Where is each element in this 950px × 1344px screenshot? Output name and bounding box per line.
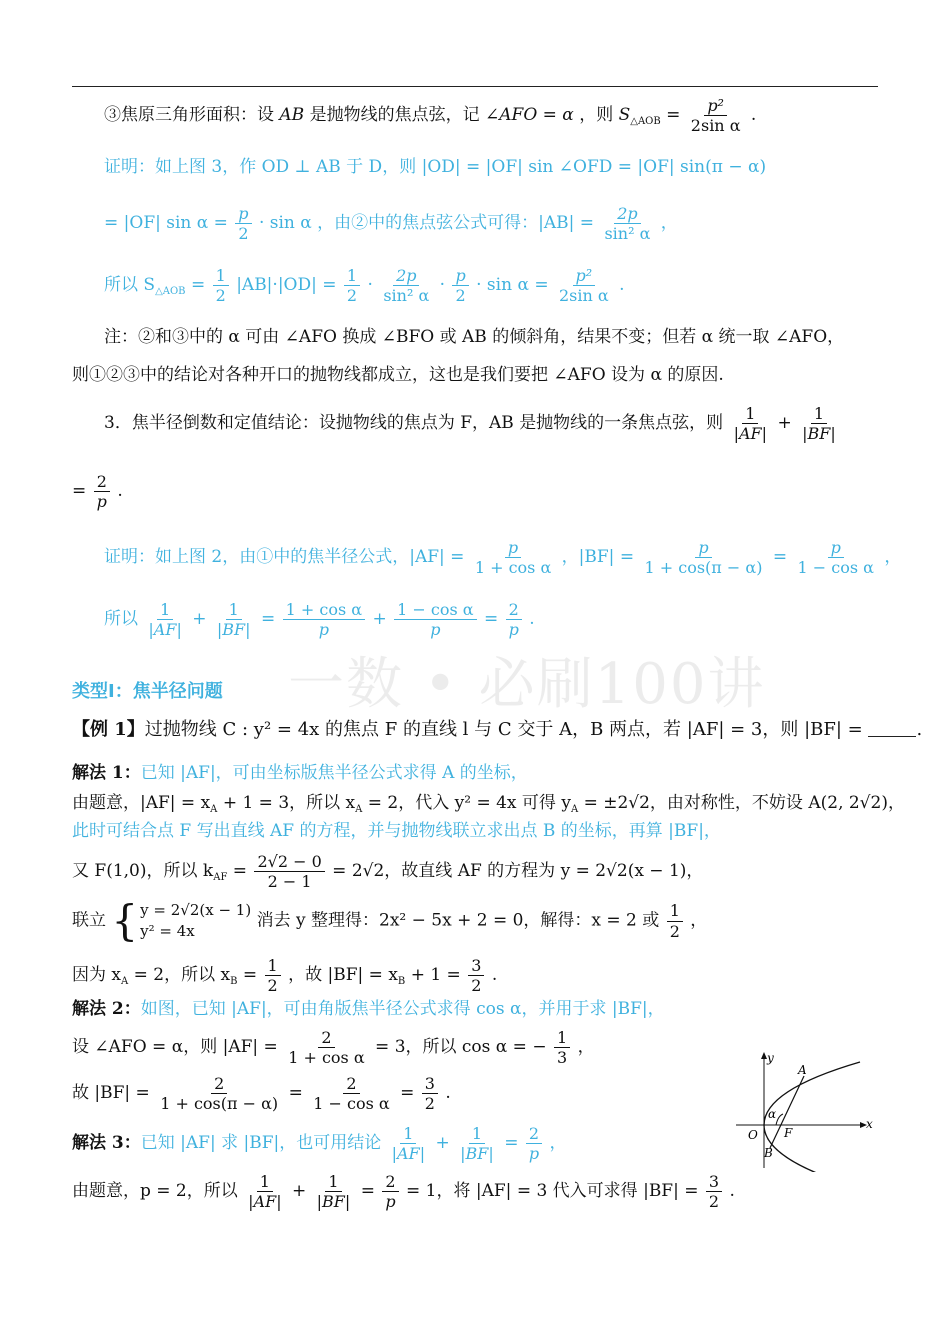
sol1-hint: 解法 1：已知 |AF|，可由坐标版焦半径公式求得 A 的坐标， [72, 763, 528, 783]
parabola-curve [764, 1062, 860, 1172]
point-f-label: F [784, 1126, 793, 1140]
proof3-line2: = |OF| sin α = $\frac{p}{2}$ · sin α ，由②中的焦点弦公式可得：|AB| = $\frac{2p}{\text{sin² α}}$ ， [104, 204, 678, 244]
origin-label: O [748, 1128, 758, 1142]
alpha-label: α [768, 1107, 777, 1121]
sol2-line3: 故 |BF| = $\frac{2}{1 + \cos(\pi - \alpha)}$ = $\frac{2}{\text{1 − cos α}}$ = $\frac{3}{2}$ . [72, 1074, 451, 1114]
sol3-line2: 由题意，p = 2，所以 $\frac{1}{|AF|}$ + $\frac{1}{|BF|}$ = $\frac{2}{p}$ = 1，将 |AF| = 3 代入可求得 |BF| = $\frac{3}{2}$ . [72, 1172, 735, 1212]
sol3-hint: 解法 3：已知 |AF| 求 |BF|，也可用结论 $\frac{1}{|AF|}$ + $\frac{1}{|BF|}$ = $\frac{2}{p}$ ， [72, 1124, 567, 1164]
item3-line1: 3．焦半径倒数和定值结论：设抛物线的焦点为 F，AB 是抛物线的一条焦点弦，则 $\frac{1}{|AF|}$ + $\frac{1}{|BF|}$ [104, 404, 836, 444]
y-label: y [767, 1051, 774, 1065]
area-formula-line: ③焦原三角形面积：设 AB 是抛物线的焦点弦，记 ∠AFO = α ，则 $S_{\triangle AOB}$ = $\frac{\text{p²}}{\text{2sin α}}$ . [104, 96, 757, 136]
area-fraction: $\frac{\text{p²}}{\text{2sin α}}$ [690, 96, 741, 136]
point-a-label: A [798, 1063, 807, 1077]
x-label: x [866, 1117, 873, 1131]
parabola-graph [728, 1048, 878, 1172]
sol1-line4: 又 F(1,0)，所以 $k_{AF}$ = $\frac{2√2 - 0}{2 - 1}$ = 2√2，故直线 AF 的方程为 y = 2√2(x − 1)， [72, 852, 704, 892]
item3-line2: = $\frac{2}{p}$ . [72, 472, 123, 512]
proof3-line3: 所以 $S_{\triangle AOB}$ = $\frac{1}{2}$ |AB|·|OD| = $\frac{1}{2}$ · $\frac{2p}{\text{sin² α}}$ · $\frac{p}{2}$ · sin α = $\frac{\text{p²}}{\text{2sin α}}$ . [104, 266, 625, 306]
header-rule [72, 86, 878, 87]
sol2-line2: 设 ∠AFO = α，则 |AF| = $\frac{2}{\text{1 + cos α}}$ = 3，所以 cos α = − $\frac{1}{3}$ ， [72, 1028, 595, 1068]
watermark: 一数 • 必刷100讲 [288, 652, 766, 717]
sol1-line6: 因为 $x_A = 2$，所以 $x_B$ = $\frac{1}{2}$ ，故 $|BF| = x_B + 1$ = $\frac{3}{2}$ . [72, 956, 498, 996]
proof3-line1: 证明：如上图 3，作 OD ⊥ AB 于 D，则 |OD| = |OF| sin ∠OFD = |OF| sin(π − α) [104, 157, 767, 177]
proof2-line2: 所以 $\frac{1}{|AF|}$ + $\frac{1}{|BF|}$ = $\frac{\text{1 + cos α}}{p}$ + $\frac{\text{1 − cos α}}{p}$ = $\frac{2}{p}$ . [104, 600, 535, 640]
sol2-hint: 解法 2：如图，已知 |AF|，可由角版焦半径公式求得 cos α，并用于求 |BF|， [72, 999, 665, 1019]
section-heading: 类型Ⅰ：焦半径问题 [72, 681, 223, 702]
note-line1: 注：②和③中的 α 可由 ∠AFO 换成 ∠BFO 或 AB 的倾斜角，结果不变；但若 α 统一取 ∠AFO， [104, 327, 845, 347]
proof2-line1: 证明：如上图 2，由①中的焦半径公式，|AF| = $\frac{p}{\text{1 + cos α}}$ ，|BF| = $\frac{p}{1 + \cos(\pi - \alpha)}$ = $\frac{p}{\text{1 − cos α}}$ ， [104, 538, 902, 578]
sol1-line3: 此时可结合点 F 写出直线 AF 的方程，并与抛物线联立求出点 B 的坐标，再算 |BF|， [72, 821, 721, 841]
point-b-label: B [764, 1146, 773, 1160]
example1: 【例 1】过抛物线 C : y² = 4x 的焦点 F 的直线 l 与 C 交于 A，B 两点，若 |AF| = 3，则 |BF| = . [72, 719, 923, 740]
sol1-line5: 联立 { y = 2√2(x − 1) y² = 4x 消去 y 整理得：2x² − 5x + 2 = 0，解得：x = 2 或 $\frac{1}{2}$ ， [72, 896, 708, 945]
sol1-line2: 由题意，$|AF| = x_A + 1 = 3$，所以 $x_A = 2$，代入 y² = 4x 可得 $y_A = \pm 2√2$，由对称性，不妨设 A(2, 2√2)， [72, 793, 905, 815]
answer-blank [868, 722, 916, 737]
note-line2: 则①②③中的结论对各种开口的抛物线都成立，这也是我们要把 ∠AFO 设为 α 的原因. [72, 365, 724, 385]
